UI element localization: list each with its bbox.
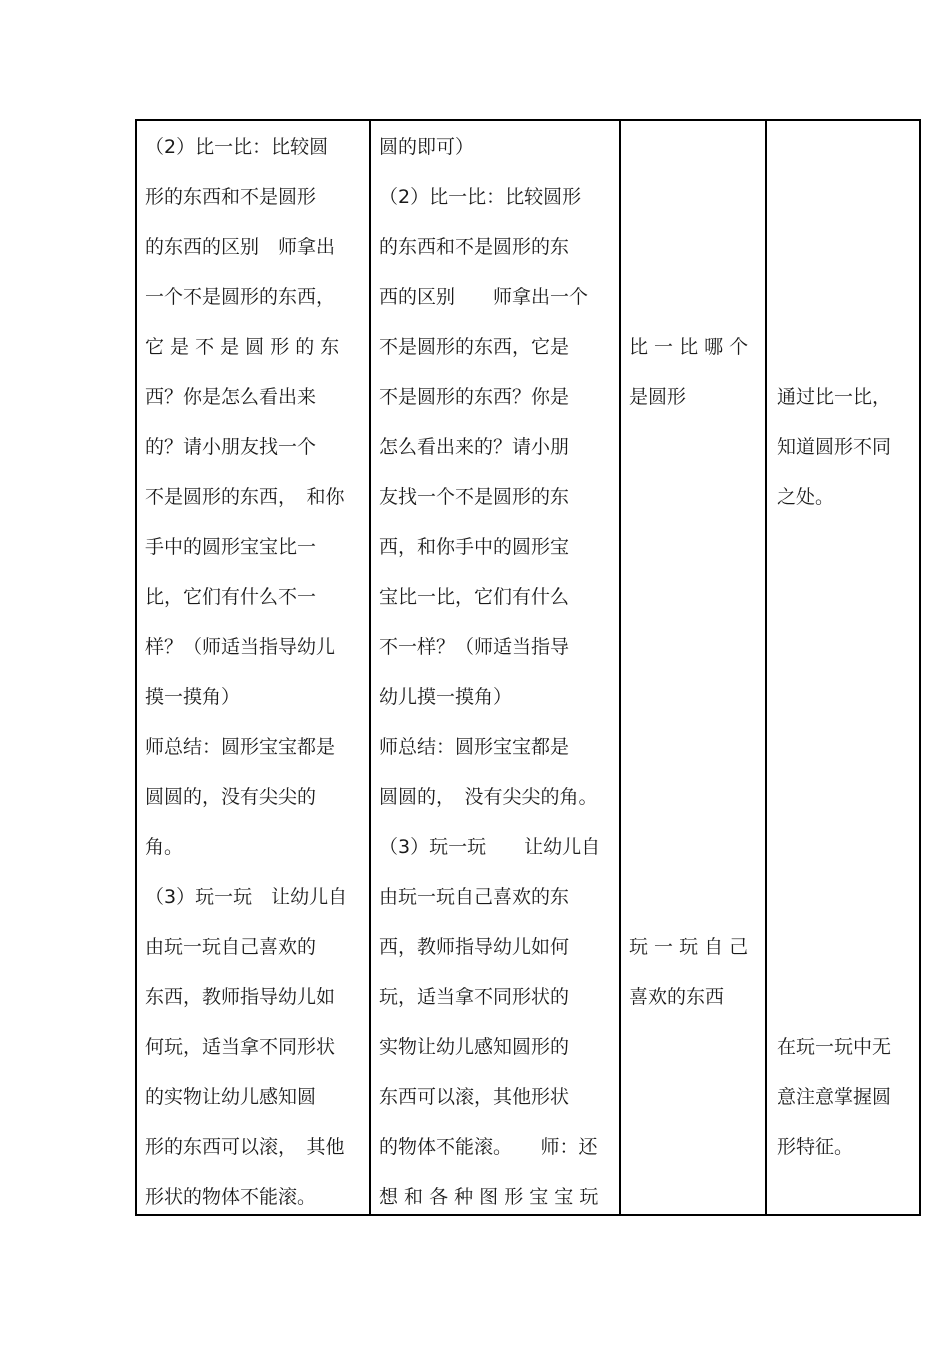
text-line: 不是圆形的东西？你是: [379, 386, 570, 408]
text-line: （2）比一比：比较圆形: [379, 186, 582, 208]
text-line: 的物体不能滚。 师：还: [379, 1136, 598, 1158]
text-line: 形的东西和不是圆形: [145, 186, 317, 208]
text-line: 玩，适当拿不同形状的: [379, 986, 570, 1008]
text-line: 由玩一玩自己喜欢的东: [379, 886, 570, 908]
text-line: 实物让幼儿感知圆形的: [379, 1036, 570, 1058]
text-line: 友找一个不是圆形的东: [379, 486, 570, 508]
text-line: 形状的物体不能滚。: [145, 1186, 317, 1208]
text-line: 是圆形: [629, 386, 687, 408]
text-line: 它 是 不 是 圆 形 的 东: [145, 336, 340, 358]
text-line: 师总结：圆形宝宝都是: [145, 736, 336, 758]
column-divider: [369, 121, 371, 1214]
text-line: 怎么看出来的？请小朋: [379, 436, 570, 458]
text-line: 知道圆形不同: [777, 436, 892, 458]
text-line: 一个不是圆形的东西，: [145, 286, 336, 308]
text-line: 意注意掌握圆: [777, 1086, 892, 1108]
text-line: 的？请小朋友找一个: [145, 436, 317, 458]
text-line: 西，和你手中的圆形宝: [379, 536, 570, 558]
text-line: 想 和 各 种 图 形 宝 宝 玩: [379, 1186, 599, 1208]
text-line: 形的东西可以滚， 其他: [145, 1136, 345, 1158]
column-divider: [765, 121, 767, 1214]
text-line: 的实物让幼儿感知圆: [145, 1086, 317, 1108]
text-line: 喜欢的东西: [629, 986, 725, 1008]
text-line: 圆圆的， 没有尖尖的角。: [379, 786, 598, 808]
column-divider: [619, 121, 621, 1214]
text-line: 在玩一玩中无: [777, 1036, 892, 1058]
text-line: 幼儿摸一摸角）: [379, 686, 513, 708]
text-line: 的东西的区别 师拿出: [145, 236, 336, 258]
text-line: 西，教师指导幼儿如何: [379, 936, 570, 958]
text-line: 玩 一 玩 自 己: [629, 936, 749, 958]
text-line: 东西可以滚，其他形状: [379, 1086, 570, 1108]
text-line: 师总结：圆形宝宝都是: [379, 736, 570, 758]
text-line: 由玩一玩自己喜欢的: [145, 936, 317, 958]
text-line: 圆圆的，没有尖尖的: [145, 786, 317, 808]
lesson-plan-table: [135, 119, 921, 1216]
text-line: 不是圆形的东西， 和你: [145, 486, 345, 508]
text-line: 西的区别 师拿出一个: [379, 286, 589, 308]
text-line: 宝比一比，它们有什么: [379, 586, 570, 608]
text-line: 何玩，适当拿不同形状: [145, 1036, 336, 1058]
text-line: 角。: [145, 836, 184, 858]
text-line: 比，它们有什么不一: [145, 586, 317, 608]
text-line: （3）玩一玩 让幼儿自: [145, 886, 348, 908]
text-line: 形特征。: [777, 1136, 854, 1158]
text-line: 样？（师适当指导幼儿: [145, 636, 336, 658]
text-line: 通过比一比，: [777, 386, 892, 408]
text-line: 的东西和不是圆形的东: [379, 236, 570, 258]
text-line: 比 一 比 哪 个: [629, 336, 749, 358]
text-line: （2）比一比：比较圆: [145, 136, 329, 158]
text-line: 不是圆形的东西，它是: [379, 336, 570, 358]
text-line: 手中的圆形宝宝比一: [145, 536, 317, 558]
text-line: 西？你是怎么看出来: [145, 386, 317, 408]
text-line: 东西，教师指导幼儿如: [145, 986, 336, 1008]
text-line: 圆的即可）: [379, 136, 475, 158]
text-line: 摸一摸角）: [145, 686, 241, 708]
text-line: （3）玩一玩 让幼儿自: [379, 836, 601, 858]
text-line: 之处。: [777, 486, 835, 508]
text-line: 不一样？（师适当指导: [379, 636, 570, 658]
